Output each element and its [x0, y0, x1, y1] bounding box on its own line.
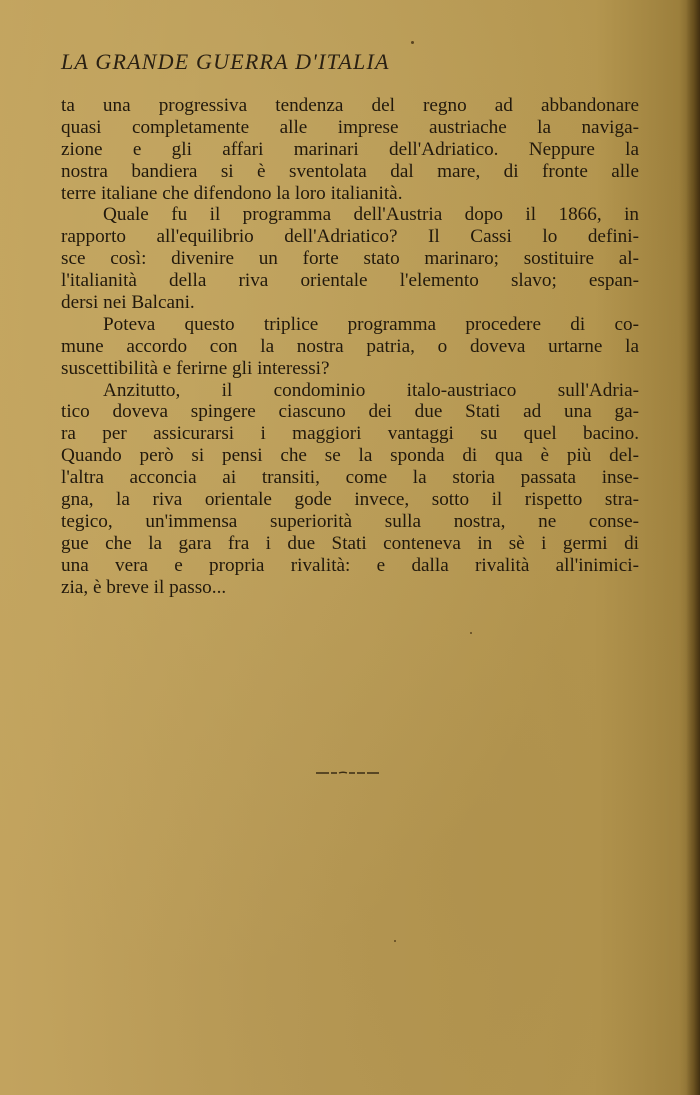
text-line: zia, è breve il passo...: [61, 576, 227, 598]
text-line: nostra bandiera si è sventolata dal mare, di fronte alle: [61, 160, 639, 182]
text-line: dersi nei Balcani.: [61, 292, 195, 314]
page-edge-shadow: [686, 0, 700, 1095]
text-line: Quando però si pensi che se la sponda di qua è più del-: [61, 445, 639, 467]
paper-speck: [470, 632, 472, 634]
text-line: gna, la riva orientale gode invece, sotto il rispetto stra-: [61, 489, 639, 511]
text-line: quasi completamente alle imprese austriache la naviga-: [61, 116, 639, 138]
text-line: Anzitutto, il condominio italo-austriaco sull'Adria-: [103, 379, 639, 401]
text-line: l'italianità della riva orientale l'elemento slavo; espan-: [61, 270, 639, 292]
text-line: tegico, un'immensa superiorità sulla nostra, ne conse-: [61, 510, 639, 532]
text-line: tico doveva spingere ciascuno dei due Stati ad una ga-: [61, 401, 639, 423]
text-line: terre italiane che difendono la loro italianità.: [61, 182, 403, 204]
text-line: Quale fu il programma dell'Austria dopo il 1866, in: [103, 204, 639, 226]
paper-speck: [394, 940, 396, 942]
text-line: zione e gli affari marinari dell'Adriatico. Neppure la: [61, 138, 639, 160]
text-line: sce così: divenire un forte stato marinaro; sostituire al-: [61, 248, 639, 270]
running-head: LA GRANDE GUERRA D'ITALIA: [61, 49, 390, 74]
text-line: Poteva questo triplice programma procedere di co-: [103, 313, 639, 335]
text-line: suscettibilità e ferirne gli interessi?: [61, 357, 330, 379]
text-line: rapporto all'equilibrio dell'Adriatico? Il Cassi lo defini-: [61, 226, 639, 248]
text-line: l'altra acconcia ai transiti, come la storia passata inse-: [61, 467, 639, 489]
paper-speck: [411, 41, 414, 44]
text-line: gue che la gara fra i due Stati conteneva in sè i germi di: [61, 532, 639, 554]
text-line: mune accordo con la nostra patria, o doveva urtarne la: [61, 335, 639, 357]
text-line: una vera e propria rivalità: e dalla rivalità all'inimici-: [61, 554, 639, 576]
body-text: [61, 95, 639, 598]
closing-ornament: [315, 770, 381, 776]
text-line: ta una progressiva tendenza del regno ad abbandonare: [61, 95, 639, 116]
text-line: ra per assicurarsi i maggiori vantaggi su quel bacino.: [61, 423, 639, 445]
